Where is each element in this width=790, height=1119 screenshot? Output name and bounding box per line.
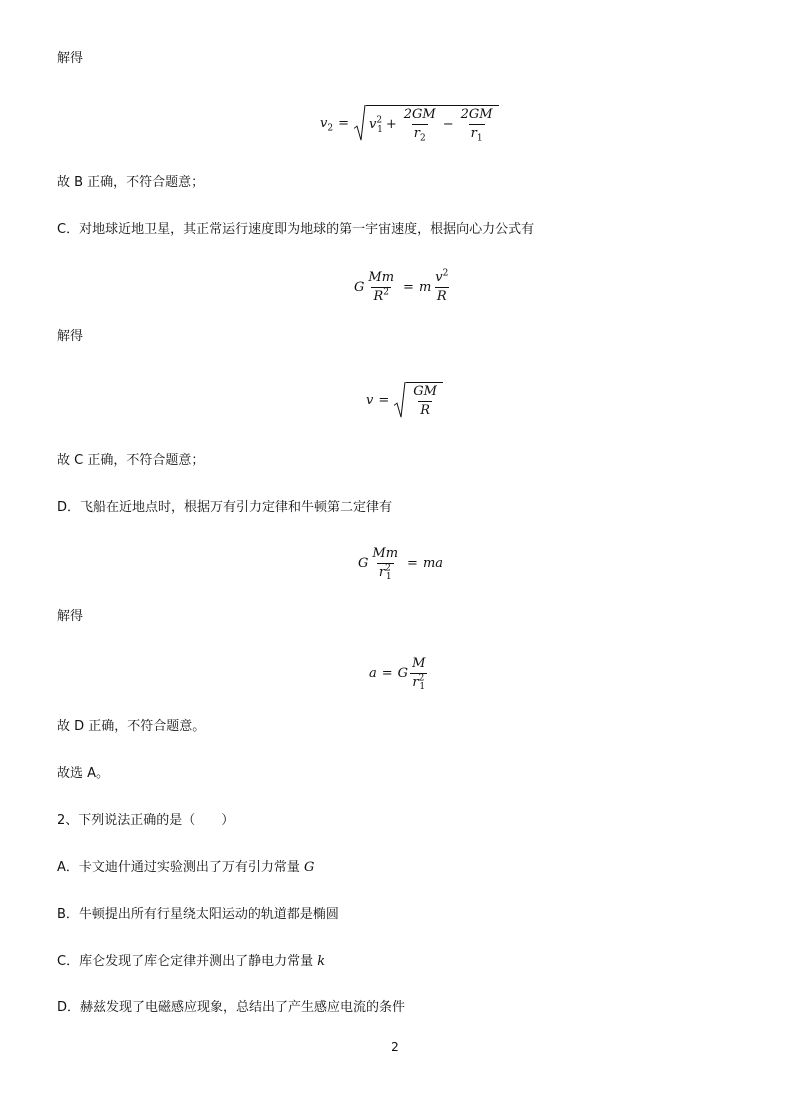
eq1-sqrt: $v^2_1$ + $\frac{2GM}{r_2}$ − $\frac{2GM}{r_1}$ <box>354 105 499 141</box>
eq2-fraction-right: $\frac{v^2}{R}$ <box>435 268 449 304</box>
eq4-fraction: $\frac{Mm}{r^2_1}$ <box>372 545 399 583</box>
question-2-stem: 2、下列说法正确的是（ ） <box>57 813 235 828</box>
radical-sign-icon <box>394 382 406 418</box>
equation-first-cosmic-velocity: v = $\frac{GM}{R}$ <box>366 377 443 423</box>
conclusion-d: 故 D 正确，不符合题意。 <box>57 719 206 734</box>
eq3-sqrt <box>394 382 443 418</box>
question-2-option-d: D．赫兹发现了电磁感应现象，总结出了产生感应电流的条件 <box>57 1000 406 1015</box>
solve-label-3: 解得 <box>57 609 84 624</box>
eq1-equals: = <box>338 115 349 131</box>
eq1-fraction-2: $\frac{2GM}{r_1}$ <box>460 107 493 144</box>
option-c-explanation: C．对地球近地卫星，其正常运行速度即为地球的第一宇宙速度，根据向心力公式有 <box>57 222 535 237</box>
question-2-option-b: B．牛顿提出所有行星绕太阳运动的轨道都是椭圆 <box>57 907 339 922</box>
conclusion-b: 故 B 正确，不符合题意； <box>57 175 205 190</box>
equation-acceleration: a = G $\frac{M}{r^2_1}$ <box>369 655 426 693</box>
final-answer: 故选 A。 <box>57 766 110 781</box>
eq3-fraction: $\frac{GM}{R}$ <box>413 384 437 418</box>
question-2-option-a: A．卡文迪什通过实验测出了万有引力常量 G <box>57 860 315 875</box>
eq2-fraction-left: $\frac{Mm}{R^2}$ <box>368 269 395 304</box>
symbol-k: k <box>317 954 326 969</box>
eq5-fraction: $\frac{M}{r^2_1}$ <box>412 655 426 693</box>
eq1-term1: $v^2_1$ <box>369 115 383 135</box>
page-number: 2 <box>391 1040 399 1054</box>
question-2-option-c: C．库仑发现了库仑定律并测出了静电力常量 k <box>57 954 326 969</box>
eq1-lhs: $v_2$ <box>320 115 334 134</box>
option-d-explanation: D．飞船在近地点时，根据万有引力定律和牛顿第二定律有 <box>57 500 393 515</box>
symbol-g: G <box>304 860 315 875</box>
solve-label-1: 解得 <box>57 51 84 66</box>
equation-newton-second-law: G $\frac{Mm}{r^2_1}$ = ma <box>358 545 444 583</box>
solve-label-2: 解得 <box>57 329 84 344</box>
equation-v2-speed <box>320 100 499 146</box>
radical-sign-icon <box>354 105 366 141</box>
eq1-fraction-1: $\frac{2GM}{r_2}$ <box>403 107 436 144</box>
conclusion-c: 故 C 正确，不符合题意； <box>57 453 205 468</box>
equation-centripetal-force: G $\frac{Mm}{R^2}$ = m $\frac{v^2}{R}$ <box>354 268 449 304</box>
